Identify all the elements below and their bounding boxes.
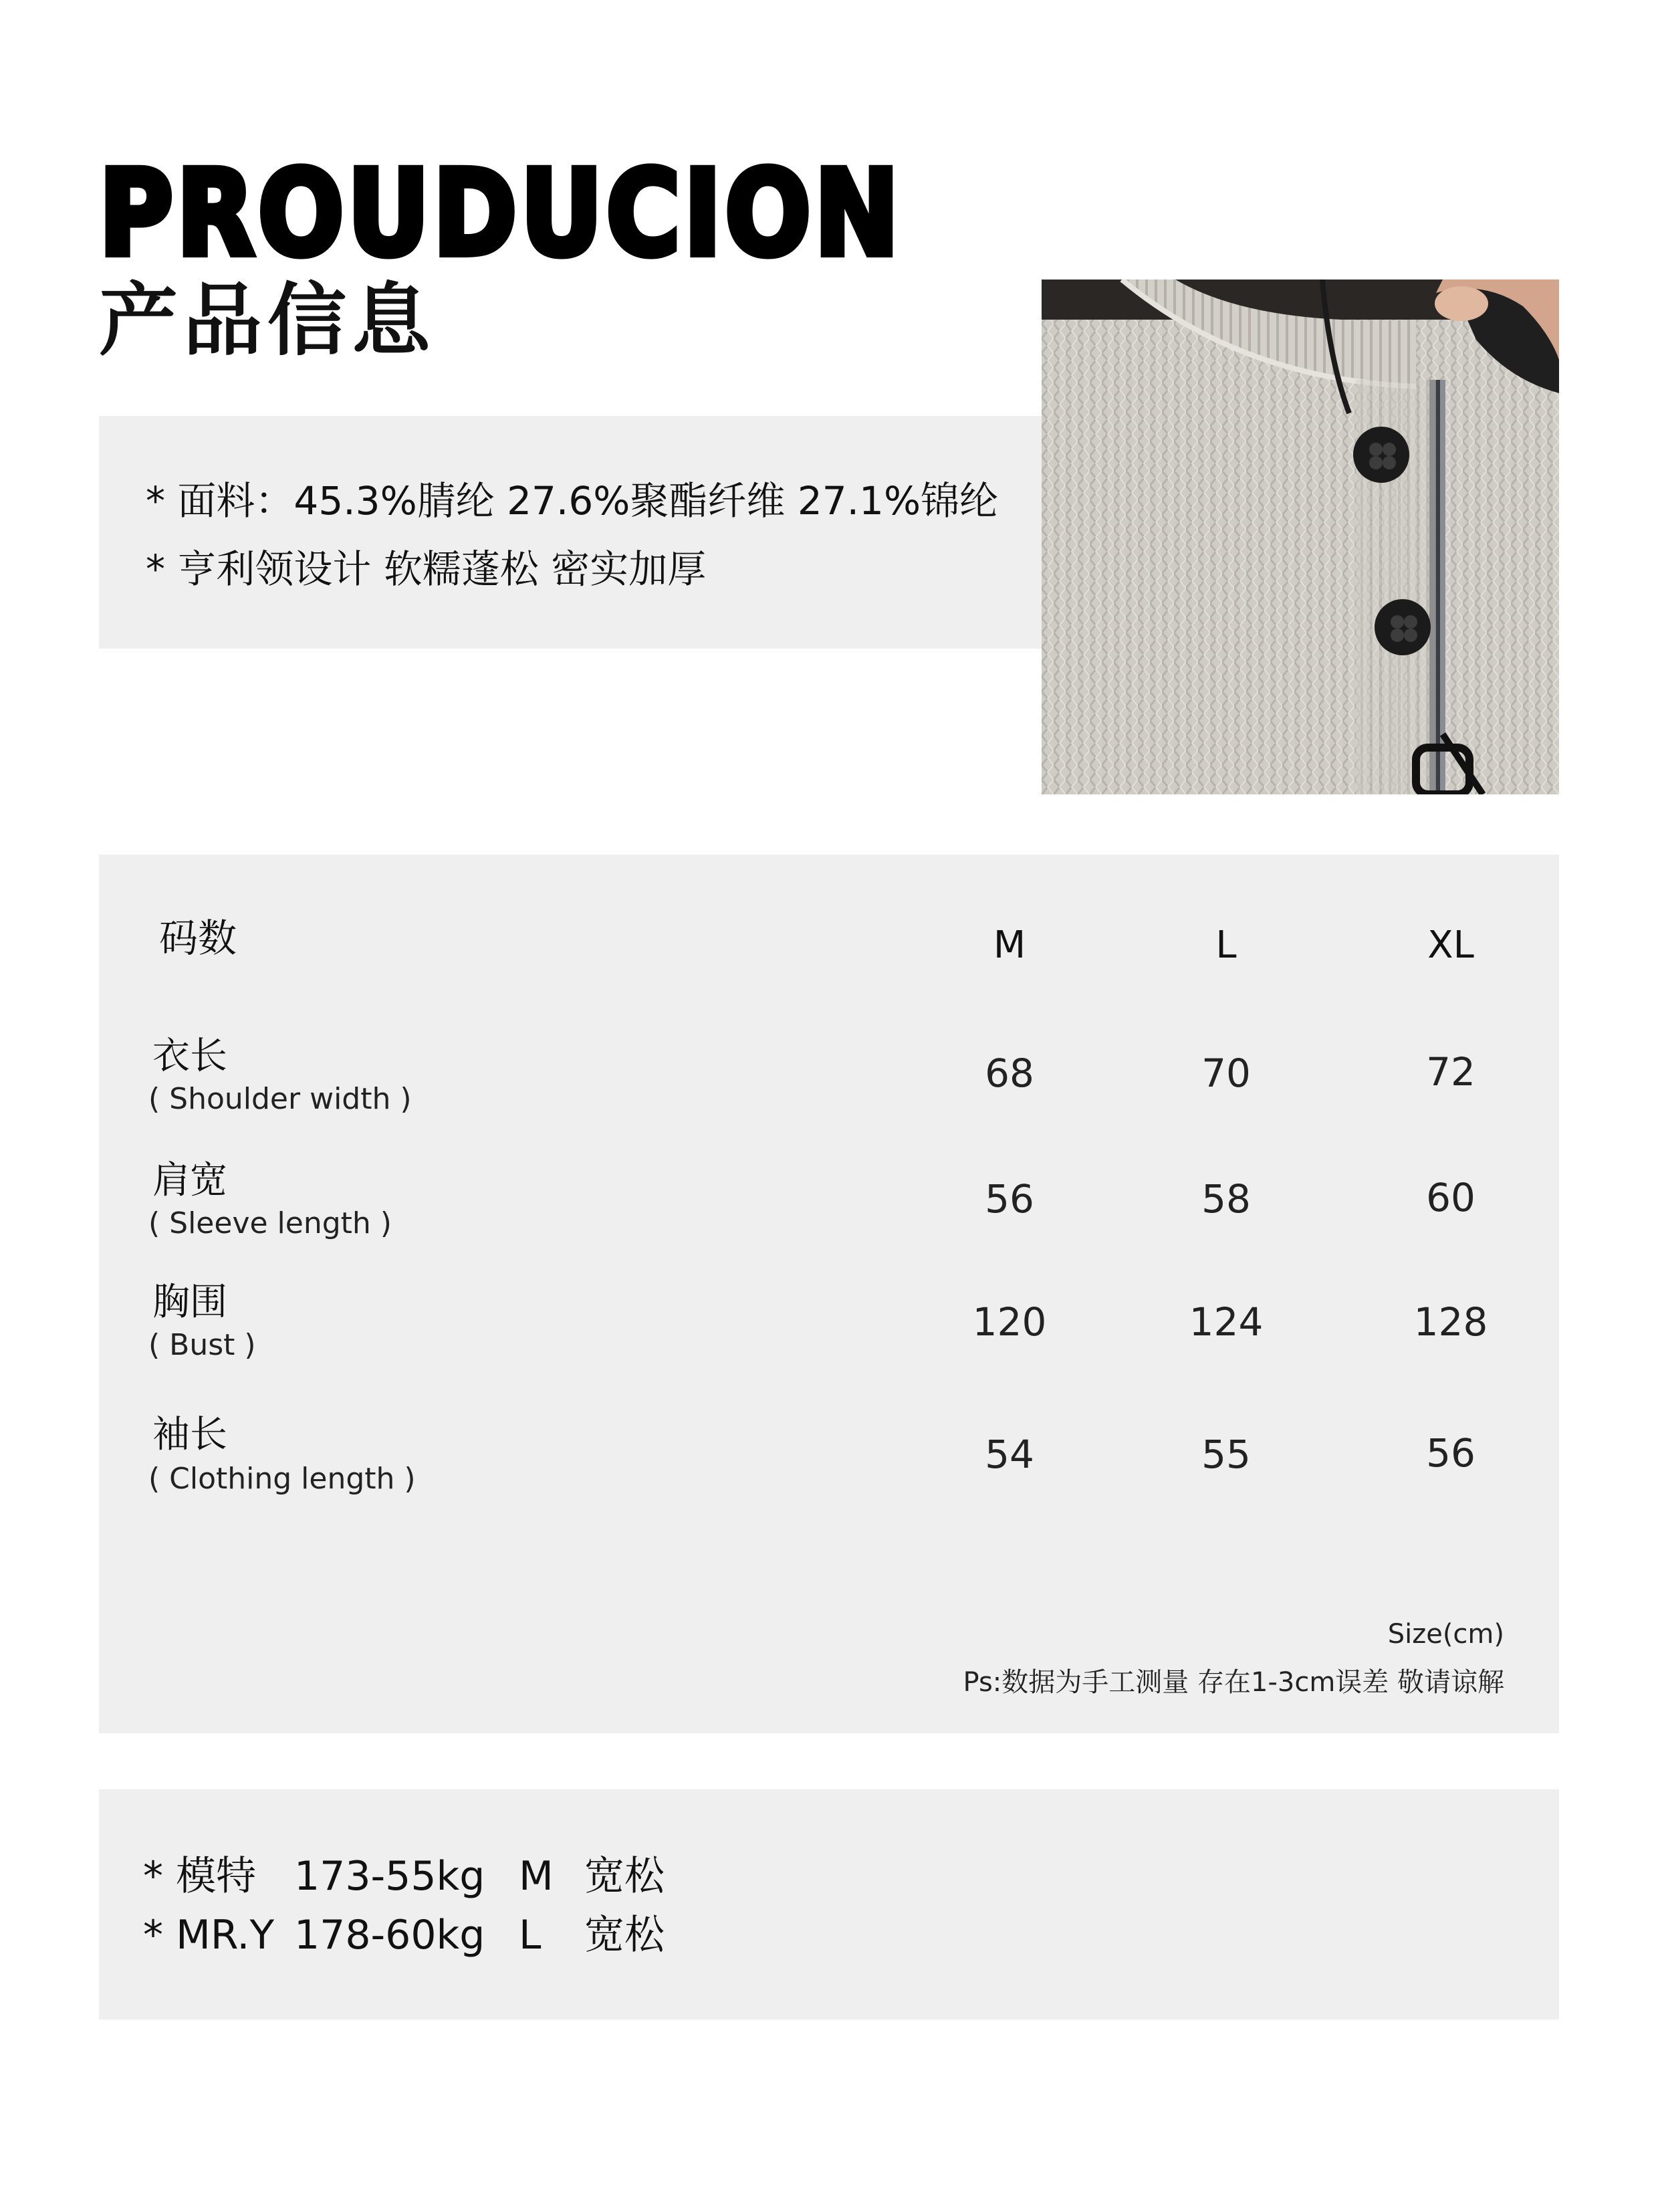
column-head-l: L bbox=[1215, 923, 1237, 967]
title-en: PROUDUCION bbox=[99, 145, 903, 282]
table-cell: 70 bbox=[1201, 1050, 1251, 1096]
table-cell: 55 bbox=[1201, 1432, 1251, 1477]
model-size: L bbox=[519, 1912, 542, 1959]
row-label-en: ( Shoulder width ) bbox=[148, 1082, 412, 1116]
row-label-cn: 袖长 bbox=[152, 1413, 227, 1456]
model-name: * MR.Y bbox=[143, 1912, 275, 1959]
size-table-panel bbox=[99, 855, 1559, 1733]
table-cell: 120 bbox=[972, 1299, 1047, 1345]
row-label-en: ( Clothing length ) bbox=[148, 1462, 416, 1496]
model-name: * 模特 bbox=[143, 1853, 257, 1900]
material-panel bbox=[99, 416, 1042, 649]
table-cell: 56 bbox=[985, 1176, 1034, 1222]
column-head-m: M bbox=[993, 923, 1026, 967]
table-cell: 68 bbox=[985, 1050, 1034, 1096]
size-header-label: 码数 bbox=[159, 915, 237, 961]
model-fit: 宽松 bbox=[584, 1912, 665, 1959]
table-cell: 124 bbox=[1189, 1299, 1264, 1345]
row-label-cn: 衣长 bbox=[152, 1034, 227, 1078]
row-label-en: ( Sleeve length ) bbox=[148, 1206, 392, 1240]
table-cell: 60 bbox=[1426, 1175, 1475, 1220]
table-cell: 72 bbox=[1426, 1049, 1475, 1095]
model-body: 178-60kg bbox=[294, 1912, 485, 1959]
model-size: M bbox=[519, 1853, 554, 1900]
table-cell: 128 bbox=[1413, 1299, 1488, 1345]
size-note: Ps:数据为手工测量 存在1-3cm误差 敬请谅解 bbox=[963, 1667, 1504, 1698]
title-cn: 产品信息 bbox=[99, 274, 437, 366]
row-label-cn: 肩宽 bbox=[152, 1159, 227, 1202]
model-panel bbox=[99, 1789, 1559, 2019]
material-line-fabric: * 面料：45.3%腈纶 27.6%聚酯纤维 27.1%锦纶 bbox=[146, 478, 999, 524]
model-body: 173-55kg bbox=[294, 1853, 485, 1900]
table-cell: 56 bbox=[1426, 1430, 1475, 1476]
table-cell: 54 bbox=[985, 1432, 1034, 1477]
row-label-cn: 胸围 bbox=[152, 1281, 227, 1324]
model-fit: 宽松 bbox=[584, 1853, 665, 1900]
sweater-photo bbox=[1042, 280, 1559, 794]
column-head-xl: XL bbox=[1427, 923, 1474, 967]
table-cell: 58 bbox=[1201, 1176, 1251, 1222]
row-label-en: ( Bust ) bbox=[148, 1328, 256, 1362]
material-line-design: * 亨利领设计 软糯蓬松 密实加厚 bbox=[146, 546, 707, 592]
size-unit: Size(cm) bbox=[1387, 1619, 1504, 1650]
